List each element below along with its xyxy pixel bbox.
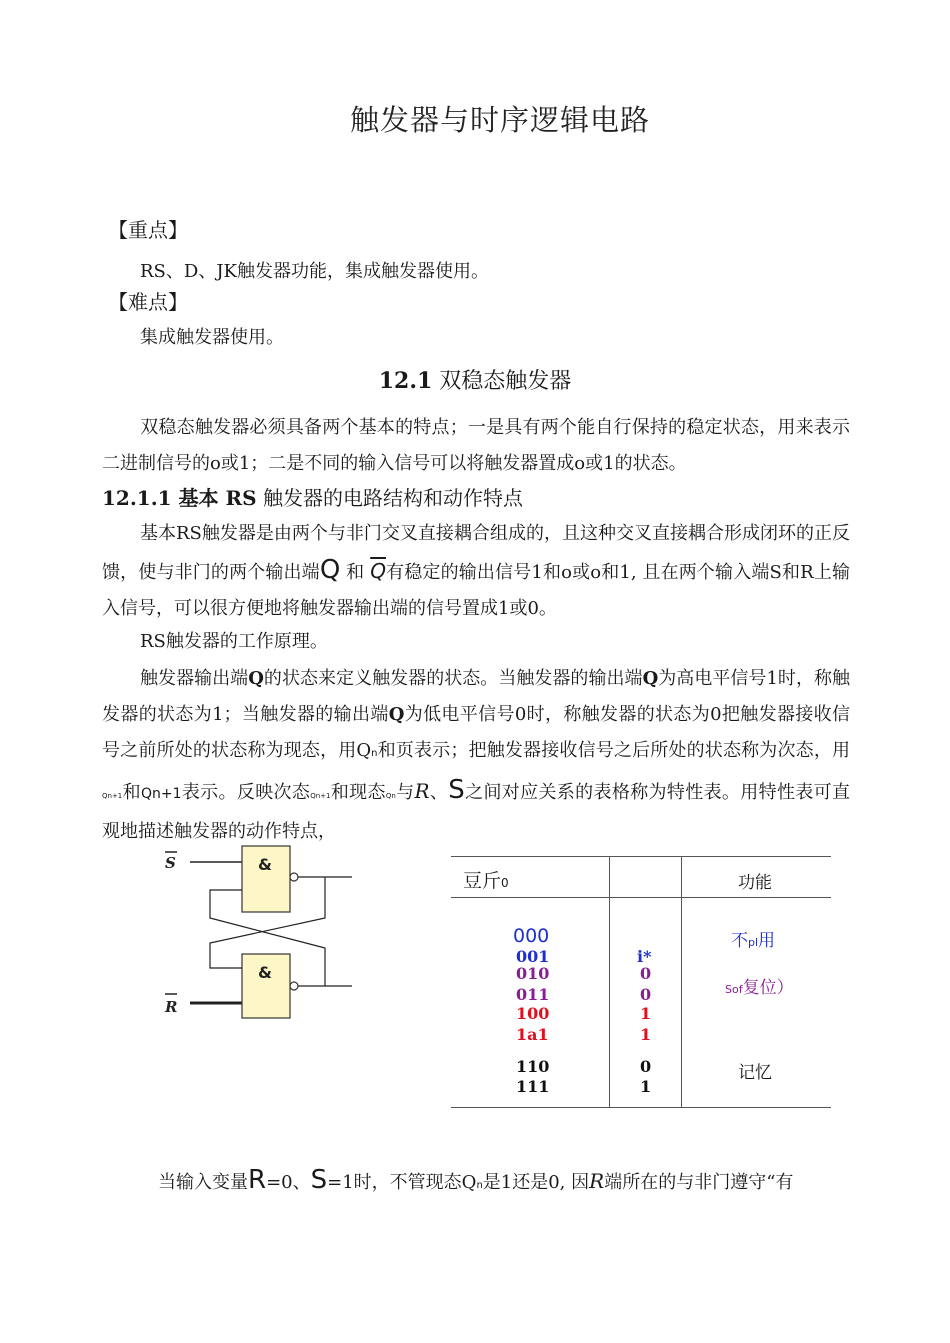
state-text-j: 之间对应关系的表格称为特性表。用特性表可直观地描述触发器的动作特点， — [102, 782, 850, 842]
table-row-next: 1 — [640, 1004, 652, 1023]
q-bar-symbol: $\overline{Q}$ — [370, 559, 386, 583]
r-symbol: R — [589, 1169, 605, 1193]
subsection-number: 12.1.1 — [102, 486, 172, 510]
func-unused-end: 用 — [758, 931, 776, 951]
input-text-e: 端所在的与非门遵守“有 — [604, 1172, 794, 1193]
difficulty-text: 集成触发器使用。 — [140, 327, 284, 348]
paragraph-bistable-text: 双稳态触发器必须具备两个基本的特点；一是具有两个能自行保持的稳定状态，用来表示二进制信号的o或1；二是不同的输入信号可以将触发器置成o或1的状态。 — [102, 417, 850, 474]
table-row-next: 0 — [640, 1057, 652, 1076]
table-row-next: 1 — [640, 1077, 652, 1096]
table-row-next: 0 — [640, 964, 652, 983]
state-text-c: 为高电平信号1时，称触发器的状态为1；当触发器的输出端 — [102, 668, 851, 725]
subscript-n: n — [476, 1180, 483, 1191]
header-inputs-text: 豆斤 — [463, 870, 502, 892]
table-func-unused — [731, 926, 775, 951]
structure-and: 和 — [340, 562, 371, 583]
func-reset-small: Sof — [725, 983, 743, 996]
state-text-i: 与 — [395, 782, 415, 803]
qn1-symbol: Qn+1 — [140, 786, 182, 802]
table-row-next: 1 — [640, 1025, 652, 1044]
key-point-label: 【重点】 — [108, 218, 188, 242]
difficulty-label: 【难点】 — [108, 290, 188, 314]
table-bottom-border — [451, 1107, 831, 1108]
characteristic-table — [451, 856, 831, 1108]
bubble-top — [290, 873, 298, 881]
rs-flipflop-circuit — [160, 840, 360, 1025]
state-text-d: 为低电平信号0时，称触发器的状态为0把触发器接收信号之前所处的状态称为现态，用Q — [102, 704, 850, 761]
table-row-code: 1a1 — [516, 1025, 549, 1044]
table-col-divider-1 — [609, 856, 610, 1108]
table-row-code: 011 — [516, 985, 550, 1004]
state-sep: 、 — [429, 782, 449, 803]
key-point-text: RS、D、JK触发器功能，集成触发器使用。 — [140, 261, 489, 282]
table-row-next: i* — [637, 947, 652, 966]
qn-symbol: Qn — [385, 792, 396, 800]
r-input-label: R — [165, 998, 178, 1016]
table-func-reset — [725, 973, 794, 998]
r-symbol: R — [248, 1165, 267, 1195]
page-title: 触发器与时序逻辑电路 — [349, 103, 650, 137]
func-unused-text: 不 — [731, 931, 748, 951]
paragraph-structure — [102, 516, 850, 627]
q-symbol: Q — [319, 555, 341, 585]
table-row-code: 110 — [516, 1057, 550, 1076]
s-symbol: S — [310, 1165, 328, 1195]
gate-bottom-symbol: & — [258, 963, 272, 982]
table-row-code: 010 — [516, 964, 550, 983]
table-row-code: 111 — [516, 1077, 550, 1096]
func-unused-small: pl — [748, 936, 759, 949]
subsection-rs: 基本 RS — [171, 486, 257, 510]
gate-top-symbol: & — [258, 855, 272, 874]
paragraph-input — [158, 1162, 793, 1204]
structure-text-a: 基本RS触发器是由两个与非门交叉直接耦合组成的，且这种交叉直接耦合形成闭环的正反馈，使与非门的两个输出端 — [102, 523, 850, 583]
header-inputs-sub: 0 — [501, 876, 509, 890]
subscript-n: n — [371, 748, 378, 759]
table-row-next: 0 — [640, 985, 652, 1004]
section-number: 12.1 — [378, 368, 433, 394]
s-symbol: S — [448, 775, 465, 805]
subsection-heading — [102, 482, 523, 511]
table-col-divider-2 — [681, 856, 682, 1108]
table-header-border — [451, 897, 831, 898]
table-func-memory: 记忆 — [738, 1063, 772, 1083]
func-reset-text: 复位） — [742, 978, 794, 998]
state-text-b: 的状态来定义触发器的状态。当触发器的输出端 — [263, 668, 643, 689]
q-symbol: Q — [388, 704, 405, 725]
table-row-code: 100 — [516, 1004, 550, 1023]
state-text-g: 表示。反映次态 — [181, 782, 311, 803]
state-text-f: 和 — [122, 782, 141, 803]
qn1-symbol: Qn+1 — [310, 792, 331, 800]
section-heading — [0, 364, 950, 395]
input-text-d: 是1还是0, 因 — [482, 1172, 590, 1193]
state-text-h: 和现态 — [330, 782, 386, 803]
state-text-e: 和页表示；把触发器接收信号之后所处的状态称为次态，用 — [377, 740, 850, 761]
paragraph-principle: RS触发器的工作原理。 — [140, 631, 328, 652]
structure-text-b: 有稳定的输出信号1和o或o和1, 且在两个输入端S和R上输入信号，可以很方便地将触发器输出端的信号置成1或0。 — [102, 562, 851, 619]
state-text-a: 触发器输出端 — [140, 668, 249, 689]
input-text-c: =1时，不管现态Q — [327, 1172, 477, 1193]
paragraph-state — [102, 661, 850, 850]
table-row-code: 001 — [516, 947, 550, 966]
table-top-border — [451, 856, 831, 857]
bubble-bottom — [290, 982, 298, 990]
input-text-a: 当输入变量 — [158, 1172, 248, 1193]
r-symbol: R — [414, 779, 430, 803]
s-input-label: S — [165, 854, 176, 872]
table-row-code: 000 — [513, 925, 550, 947]
section-title: 双稳态触发器 — [432, 369, 572, 394]
q-symbol: Q — [642, 668, 659, 689]
input-text-b: =0、 — [266, 1172, 311, 1193]
q-symbol: Q — [248, 668, 264, 689]
table-header-inputs — [463, 866, 509, 893]
subsection-title: 触发器的电路结构和动作特点 — [256, 486, 523, 510]
table-header-function: 功能 — [738, 873, 772, 893]
paragraph-bistable — [102, 410, 850, 482]
qn1-symbol: Qn+1 — [102, 792, 123, 800]
